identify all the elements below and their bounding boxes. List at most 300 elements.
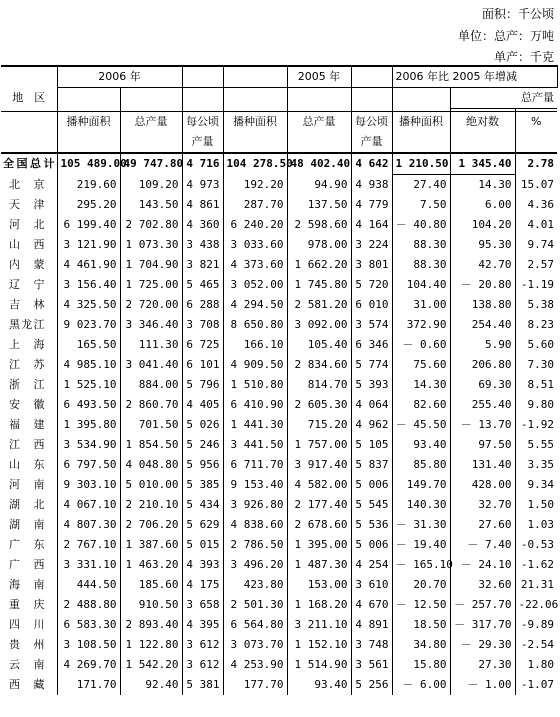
table-cell: 1 463.20 <box>120 555 182 575</box>
table-cell: 295.20 <box>57 195 120 215</box>
table-cell: 884.00 <box>120 375 182 395</box>
table-cell: 4 395 <box>182 615 223 635</box>
table-cell: 4 938 <box>351 175 392 196</box>
table-cell: 9.34 <box>527 478 554 491</box>
table-cell: 4 405 <box>182 395 223 415</box>
table-cell: 5 774 <box>351 355 392 375</box>
table-cell: 3 658 <box>182 595 223 615</box>
table-cell: 814.70 <box>307 378 348 391</box>
table-cell: 8 650.80 <box>223 315 287 335</box>
table-cell: － 40.80 <box>392 215 450 235</box>
table-cell: 85.80 <box>392 455 450 475</box>
table-row <box>1 595 557 615</box>
table-cell: 2 598.60 <box>294 218 348 231</box>
table-cell: － 317.70 <box>450 615 515 635</box>
table-cell: 6.00 <box>450 195 515 215</box>
table-cell: 3 926.80 <box>223 495 287 515</box>
table-cell: 171.70 <box>57 675 120 695</box>
table-cell: 2 786.50 <box>223 535 287 555</box>
region-name: 海南 <box>1 575 57 595</box>
table-cell: 1 854.50 <box>120 435 182 455</box>
table-cell: 1 152.10 <box>294 638 348 651</box>
table-cell: 4 253.90 <box>223 655 287 675</box>
table-cell: 5 796 <box>182 375 223 395</box>
table-cell: 3 052.00 <box>223 275 287 295</box>
table-row <box>1 575 557 595</box>
table-row <box>1 475 557 495</box>
region-name: 江西 <box>1 435 57 455</box>
table-cell: 138.80 <box>450 295 515 315</box>
table-cell: 6 493.50 <box>57 395 120 415</box>
table-cell: 42.70 <box>450 255 515 275</box>
table-cell: － 0.60 <box>392 335 450 355</box>
table-cell: 5.90 <box>450 335 515 355</box>
table-cell: -22.06 <box>518 598 559 611</box>
region-name: 江苏 <box>1 355 57 375</box>
table-cell: 715.20 <box>307 418 348 431</box>
blank-header-1 <box>182 66 223 88</box>
table-cell: 104.40 <box>392 275 450 295</box>
table-cell: 92.40 <box>120 675 182 695</box>
table-row <box>1 295 557 315</box>
table-cell: 1 395.80 <box>57 415 120 435</box>
region-name: 天津 <box>1 195 57 215</box>
table-cell: 5 720 <box>351 275 392 295</box>
table-cell: 3 612 <box>182 635 223 655</box>
table-cell: 372.90 <box>392 315 450 335</box>
table-cell: 149.70 <box>392 475 450 495</box>
table-cell: 153.00 <box>307 578 348 591</box>
table-cell: 3 211.10 <box>294 618 348 631</box>
table-cell: 2 177.40 <box>294 498 348 511</box>
table-cell: 8.23 <box>527 318 554 331</box>
table-cell: 4 064 <box>351 395 392 415</box>
table-cell: 6 725 <box>182 335 223 355</box>
table-cell: 94.90 <box>314 177 348 191</box>
table-cell: 978.00 <box>307 238 348 251</box>
table-cell: 104.20 <box>450 215 515 235</box>
table-cell: 20.70 <box>392 575 450 595</box>
table-row <box>1 455 557 475</box>
table-cell: 3 108.50 <box>57 635 120 655</box>
table-cell: 423.80 <box>223 575 287 595</box>
table-row <box>1 255 557 275</box>
table-cell: -1.19 <box>520 278 554 291</box>
table-cell: 254.40 <box>450 315 515 335</box>
table-cell: 3 033.60 <box>223 235 287 255</box>
table-cell: 6 564.80 <box>223 615 287 635</box>
table-cell: 166.10 <box>223 335 287 355</box>
table-cell: 1 662.20 <box>294 258 348 271</box>
table-cell: 5 434 <box>182 495 223 515</box>
table-cell: 1.03 <box>527 518 554 531</box>
table-row <box>1 195 557 215</box>
table-cell: － 24.10 <box>450 555 515 575</box>
table-cell: 287.70 <box>223 195 287 215</box>
table-cell: － 19.40 <box>392 535 450 555</box>
table-cell: 3 346.40 <box>120 315 182 335</box>
table-cell: 5 026 <box>182 415 223 435</box>
table-row <box>1 555 557 575</box>
table-cell: -1.62 <box>520 558 554 571</box>
grain-output-table-body <box>1 111 557 695</box>
year-2006-header: 2006 年 <box>57 66 182 88</box>
table-cell: 6 240.20 <box>223 215 287 235</box>
table-row <box>1 435 557 455</box>
table-cell: -1.92 <box>520 418 554 431</box>
table-cell: 1 387.60 <box>120 535 182 555</box>
table-cell: 7.50 <box>392 195 450 215</box>
table-cell: 5 837 <box>351 455 392 475</box>
table-row <box>1 375 557 395</box>
table-cell: 14.30 <box>392 375 450 395</box>
table-cell: 428.00 <box>450 475 515 495</box>
table-cell: 15.07 <box>520 177 554 191</box>
table-cell: 2 210.10 <box>120 495 182 515</box>
table-cell: 2 581.20 <box>294 298 348 311</box>
table-cell: 4 985.10 <box>57 355 120 375</box>
table-cell: 6 010 <box>351 295 392 315</box>
table-cell: 9.80 <box>527 398 554 411</box>
table-cell: 185.60 <box>120 575 182 595</box>
table-cell: 5 010.00 <box>120 475 182 495</box>
table-cell: － 12.50 <box>392 595 450 615</box>
table-cell: 177.70 <box>223 675 287 695</box>
region-name: 西藏 <box>1 675 57 695</box>
table-cell: -2.54 <box>520 638 554 651</box>
table-cell: 88.30 <box>392 235 450 255</box>
blank-header-2 <box>223 66 287 88</box>
table-cell: 97.50 <box>450 435 515 455</box>
table-cell: 4 909.50 <box>223 355 287 375</box>
units-output: 单位：总产：万吨 <box>457 28 554 43</box>
table-cell: 2 678.60 <box>294 518 348 531</box>
compare-output-group-header: 总产量 <box>450 88 557 109</box>
table-cell: 5 956 <box>182 455 223 475</box>
table-cell: 5 536 <box>351 515 392 535</box>
table-cell: 3 496.20 <box>223 555 287 575</box>
table-cell: 4 861 <box>182 195 223 215</box>
region-header: 地 区 <box>1 66 57 129</box>
table-cell: 9 023.70 <box>57 315 120 335</box>
table-cell: 5 015 <box>182 535 223 555</box>
table-cell: 4 891 <box>351 615 392 635</box>
table-cell: 192.20 <box>223 175 287 196</box>
table-cell: 14.30 <box>450 175 515 196</box>
table-cell: 21.31 <box>520 578 554 591</box>
table-cell: 7.30 <box>527 358 554 371</box>
table-cell: － 165.10 <box>392 555 450 575</box>
table-cell: 5 105 <box>351 435 392 455</box>
table-cell: 88.30 <box>392 255 450 275</box>
table-cell: 4 325.50 <box>57 295 120 315</box>
table-cell: 4 254 <box>351 555 392 575</box>
table-cell: 4 582.00 <box>294 478 348 491</box>
table-cell: 3 121.90 <box>57 235 120 255</box>
year-2005-header: 2005 年 <box>287 66 351 88</box>
table-row <box>1 235 557 255</box>
region-name: 山东 <box>1 455 57 475</box>
absolute-change-header: 绝对数 <box>450 112 515 154</box>
table-cell: 93.40 <box>392 435 450 455</box>
table-cell: 4 393 <box>182 555 223 575</box>
region-name: 山西 <box>1 235 57 255</box>
table-cell: 105.40 <box>307 338 348 351</box>
table-cell: 1 441.30 <box>223 415 287 435</box>
table-cell: 3 801 <box>351 255 392 275</box>
table-cell: 6 583.30 <box>57 615 120 635</box>
table-cell: 2 706.20 <box>120 515 182 535</box>
table-cell: 5 006 <box>351 535 392 555</box>
table-cell: 4 294.50 <box>223 295 287 315</box>
table-cell: 165.50 <box>57 335 120 355</box>
table-row <box>1 415 557 435</box>
sown-area-change-header: 播种面积 <box>392 112 450 154</box>
table-cell: 910.50 <box>120 595 182 615</box>
table-cell: 27.40 <box>392 175 450 196</box>
table-cell: 4 461.90 <box>57 255 120 275</box>
table-row <box>1 635 557 655</box>
region-name: 黑龙江 <box>1 315 57 335</box>
region-name: 四川 <box>1 615 57 635</box>
table-cell: 3 708 <box>182 315 223 335</box>
table-cell: 6 410.90 <box>223 395 287 415</box>
region-name: 北京 <box>1 175 57 196</box>
table-cell: 3 438 <box>182 235 223 255</box>
table-row <box>1 535 557 555</box>
table-cell: － 20.80 <box>450 275 515 295</box>
table-cell: 1 073.30 <box>120 235 182 255</box>
table-cell: 2 605.30 <box>294 398 348 411</box>
table-cell: 5 545 <box>351 495 392 515</box>
table-cell: 3 917.40 <box>294 458 348 471</box>
table-cell: － 1.00 <box>450 675 515 695</box>
table-cell: 31.00 <box>392 295 450 315</box>
output-2006-header: 总产量 <box>120 112 182 154</box>
region-name: 云南 <box>1 655 57 675</box>
total-row: 全国总计 105 489.00 49 747.80 4 716 104 278.50 48 402.40 4 642 1 210.50 1 345.40 2.78 <box>1 153 557 175</box>
table-cell: 701.50 <box>120 415 182 435</box>
table-cell: 4 973 <box>182 175 223 196</box>
table-cell: 5 385 <box>182 475 223 495</box>
table-cell: 1 745.80 <box>294 278 348 291</box>
sown-area-2006-header: 播种面积 <box>57 112 120 154</box>
table-cell: 5 006 <box>351 475 392 495</box>
output-2005-header: 总产量 <box>287 112 351 154</box>
table-cell: 2 834.60 <box>294 358 348 371</box>
table-cell: 3 073.70 <box>223 635 287 655</box>
region-name: 辽宁 <box>1 275 57 295</box>
table-row <box>1 355 557 375</box>
table-cell: 1.80 <box>527 658 554 671</box>
table-cell: 1 487.30 <box>294 558 348 571</box>
table-cell: 27.60 <box>450 515 515 535</box>
table-cell: 8.51 <box>527 378 554 391</box>
region-name: 广西 <box>1 555 57 575</box>
table-cell: 3 331.10 <box>57 555 120 575</box>
region-name: 吉林 <box>1 295 57 315</box>
table-row <box>1 395 557 415</box>
table-cell: 4.01 <box>527 218 554 231</box>
table-row <box>1 335 557 355</box>
percent-change-header: % <box>515 112 557 154</box>
table-cell: 15.80 <box>392 655 450 675</box>
table-cell: 5 246 <box>182 435 223 455</box>
table-row <box>1 315 557 335</box>
table-cell: 109.20 <box>120 175 182 196</box>
region-name: 河南 <box>1 475 57 495</box>
table-cell: － 29.30 <box>450 635 515 655</box>
table-row <box>1 675 557 695</box>
table-row <box>1 275 557 295</box>
table-cell: 3 561 <box>351 655 392 675</box>
table-cell: 9 303.10 <box>57 475 120 495</box>
table-cell: 3 156.40 <box>57 275 120 295</box>
table-cell: 2.57 <box>527 258 554 271</box>
table-cell: 75.60 <box>392 355 450 375</box>
table-row <box>1 215 557 235</box>
table-cell: -1.07 <box>520 678 554 691</box>
table-cell: -9.89 <box>520 618 554 631</box>
table-cell: 137.50 <box>307 198 348 211</box>
region-name: 河北 <box>1 215 57 235</box>
units-area: 面积：千公顷 <box>481 7 554 21</box>
table-cell: 69.30 <box>450 375 515 395</box>
compare-header: 2006 年比 2005 年增减 <box>392 66 557 88</box>
table-cell: 3 748 <box>351 635 392 655</box>
table-cell: 1 704.90 <box>120 255 182 275</box>
table-row <box>1 655 557 675</box>
units-note <box>354 4 554 69</box>
table-cell: 5 629 <box>182 515 223 535</box>
table-cell: 2 720.00 <box>120 295 182 315</box>
table-cell: 1.50 <box>527 498 554 511</box>
table-cell: 3 574 <box>351 315 392 335</box>
table-cell: 2 488.80 <box>57 595 120 615</box>
table-cell: 5 465 <box>182 275 223 295</box>
table-cell: 1 514.90 <box>294 658 348 671</box>
table-cell: － 45.50 <box>392 415 450 435</box>
table-cell: 4 164 <box>351 215 392 235</box>
table-cell: 4 269.70 <box>57 655 120 675</box>
region-name: 上海 <box>1 335 57 355</box>
table-cell: 3 041.40 <box>120 355 182 375</box>
table-cell: 1 122.80 <box>120 635 182 655</box>
table-cell: 4 067.10 <box>57 495 120 515</box>
table-cell: 6 797.50 <box>57 455 120 475</box>
region-name: 浙江 <box>1 375 57 395</box>
table-cell: 5.38 <box>527 298 554 311</box>
table-cell: 6 101 <box>182 355 223 375</box>
table-row <box>1 495 557 515</box>
table-cell: － 6.00 <box>392 675 450 695</box>
table-cell: 1 510.80 <box>223 375 287 395</box>
table-cell: 1 542.20 <box>120 655 182 675</box>
table-cell: 3 821 <box>182 255 223 275</box>
table-cell: 206.80 <box>450 355 515 375</box>
table-cell: 3 092.00 <box>294 318 348 331</box>
yield-2005-header-l2: 产量 <box>351 132 392 153</box>
table-cell: 1 725.00 <box>120 275 182 295</box>
table-cell: 6 711.70 <box>223 455 287 475</box>
table-cell: 6 199.40 <box>57 215 120 235</box>
table-cell: 255.40 <box>450 395 515 415</box>
table-cell: 1 395.00 <box>294 538 348 551</box>
blank-header-3 <box>351 66 392 88</box>
table-cell: 3 224 <box>351 235 392 255</box>
table-row <box>1 615 557 635</box>
table-cell: 444.50 <box>57 575 120 595</box>
table-cell: － 7.40 <box>450 535 515 555</box>
table-cell: 4 838.60 <box>223 515 287 535</box>
table-cell: 4.36 <box>527 198 554 211</box>
table-cell: 95.30 <box>450 235 515 255</box>
table-body <box>1 153 557 695</box>
table-cell: 6 346 <box>351 335 392 355</box>
table-cell: 131.40 <box>450 455 515 475</box>
region-name: 广东 <box>1 535 57 555</box>
table-cell: 3 441.50 <box>223 435 287 455</box>
region-name: 内蒙 <box>1 255 57 275</box>
yield-2006-header-l2: 产量 <box>182 132 223 153</box>
table-cell: 3 534.90 <box>57 435 120 455</box>
table-row <box>1 175 557 196</box>
table-cell: 5 393 <box>351 375 392 395</box>
table-cell: 2 702.80 <box>120 215 182 235</box>
table-cell: 1 168.20 <box>294 598 348 611</box>
table-cell: 111.30 <box>120 335 182 355</box>
table-cell: 219.60 <box>57 175 120 196</box>
table-cell: 4 807.30 <box>57 515 120 535</box>
table-cell: 2 893.40 <box>120 615 182 635</box>
region-name: 福建 <box>1 415 57 435</box>
table-cell: 34.80 <box>392 635 450 655</box>
table-cell: 32.70 <box>450 495 515 515</box>
region-name: 湖北 <box>1 495 57 515</box>
table-cell: 140.30 <box>392 495 450 515</box>
region-name: 重庆 <box>1 595 57 615</box>
region-name: 全国总计 <box>1 153 57 175</box>
table-cell: 27.30 <box>450 655 515 675</box>
region-name: 安徽 <box>1 395 57 415</box>
table-cell: 143.50 <box>120 195 182 215</box>
sown-area-2005-header: 播种面积 <box>223 112 287 154</box>
table-cell: 2 501.30 <box>223 595 287 615</box>
table-cell: － 31.30 <box>392 515 450 535</box>
table-cell: 9 153.40 <box>223 475 287 495</box>
table-cell: 1 525.10 <box>57 375 120 395</box>
table-cell: 1 757.00 <box>294 438 348 451</box>
table-cell: 4 670 <box>351 595 392 615</box>
table-cell: 5.60 <box>527 338 554 351</box>
table-cell: － 13.70 <box>450 415 515 435</box>
region-name: 湖南 <box>1 515 57 535</box>
table-cell: 4 048.80 <box>120 455 182 475</box>
table-cell: 4 175 <box>182 575 223 595</box>
table-cell: 5.55 <box>527 438 554 451</box>
table-cell: 2 767.10 <box>57 535 120 555</box>
region-name: 贵州 <box>1 635 57 655</box>
table-cell: 18.50 <box>392 615 450 635</box>
yield-2005-header-l1: 每公顷 <box>351 112 392 133</box>
table-cell: 93.40 <box>314 678 348 691</box>
table-cell: 4 360 <box>182 215 223 235</box>
table-cell: -0.53 <box>520 538 554 551</box>
table-cell: 82.60 <box>392 395 450 415</box>
table-cell: 3.35 <box>527 458 554 471</box>
table-cell: 5 256 <box>351 675 392 695</box>
table-cell: 4 779 <box>351 195 392 215</box>
